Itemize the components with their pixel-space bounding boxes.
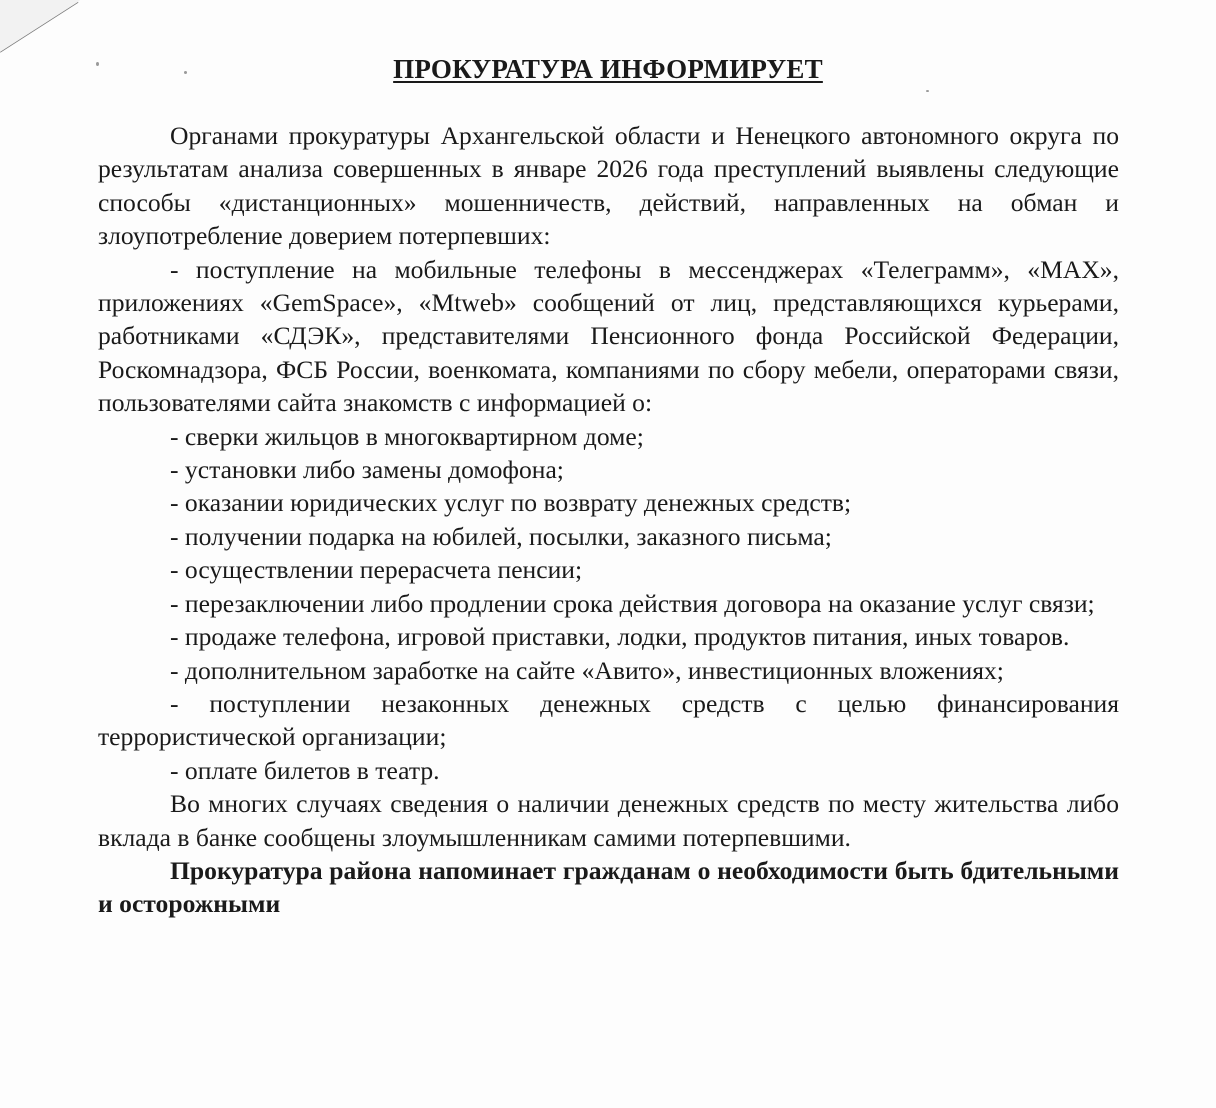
closing-paragraph: Во многих случаях сведения о наличии денежных средств по месту жительства либо вклада в банке сообщены злоумышленникам самими потерпевшими.: [98, 789, 1119, 852]
fraud-method-paragraph: - поступление на мобильные телефоны в мессенджерах «Телеграмм», «МАХ», приложениях «GemSpace», «Mtweb» сообщений от лиц, представляющихся курьерами, работниками «СДЭК», представителями Пенсионного фонда Российской Федерации, Роскомнадзора, ФСБ России, военкомата, компаниями по сбору мебели, операторами связи, пользователями сайта знакомств с информацией о:: [98, 254, 1119, 418]
list-item: - поступлении незаконных денежных средств с целью финансирования террористической организации;: [98, 688, 1119, 752]
list-item: - перезаключении либо продлении срока действия договора на оказание услуг связи;: [170, 588, 1095, 618]
list-item: - оплате билетов в театр.: [170, 755, 440, 785]
list-item: - сверки жильцов в многоквартирном доме;: [170, 421, 644, 451]
document-title: ПРОКУРАТУРА ИНФОРМИРУЕТ: [393, 54, 823, 84]
list-item: - установки либо замены домофона;: [170, 455, 564, 485]
intro-paragraph: Органами прокуратуры Архангельской области и Ненецкого автономного округа по результатам анализа совершенных в январе 2026 года преступлений выявлены следующие способы «дистанционных» мошенничеств, действий, направленных на обман и злоупотребление доверием потерпевших:: [98, 121, 1119, 251]
list-item: - дополнительном заработке на сайте «Авито», инвестиционных вложениях;: [170, 655, 1004, 685]
document-body: [98, 119, 1119, 921]
list-item: - осуществлении перерасчета пенсии;: [170, 555, 583, 585]
list-item: - продаже телефона, игровой приставки, лодки, продуктов питания, иных товаров.: [170, 622, 1070, 652]
list-item: - оказании юридических услуг по возврату денежных средств;: [170, 488, 852, 518]
prosecutor-reminder: Прокуратура района напоминает гражданам о необходимости быть бдительными и осторожными: [98, 855, 1119, 919]
page-corner-fold-mark: [0, 0, 80, 60]
scan-speck: [926, 90, 929, 92]
list-item: - получении подарка на юбилей, посылки, заказного письма;: [170, 521, 832, 551]
